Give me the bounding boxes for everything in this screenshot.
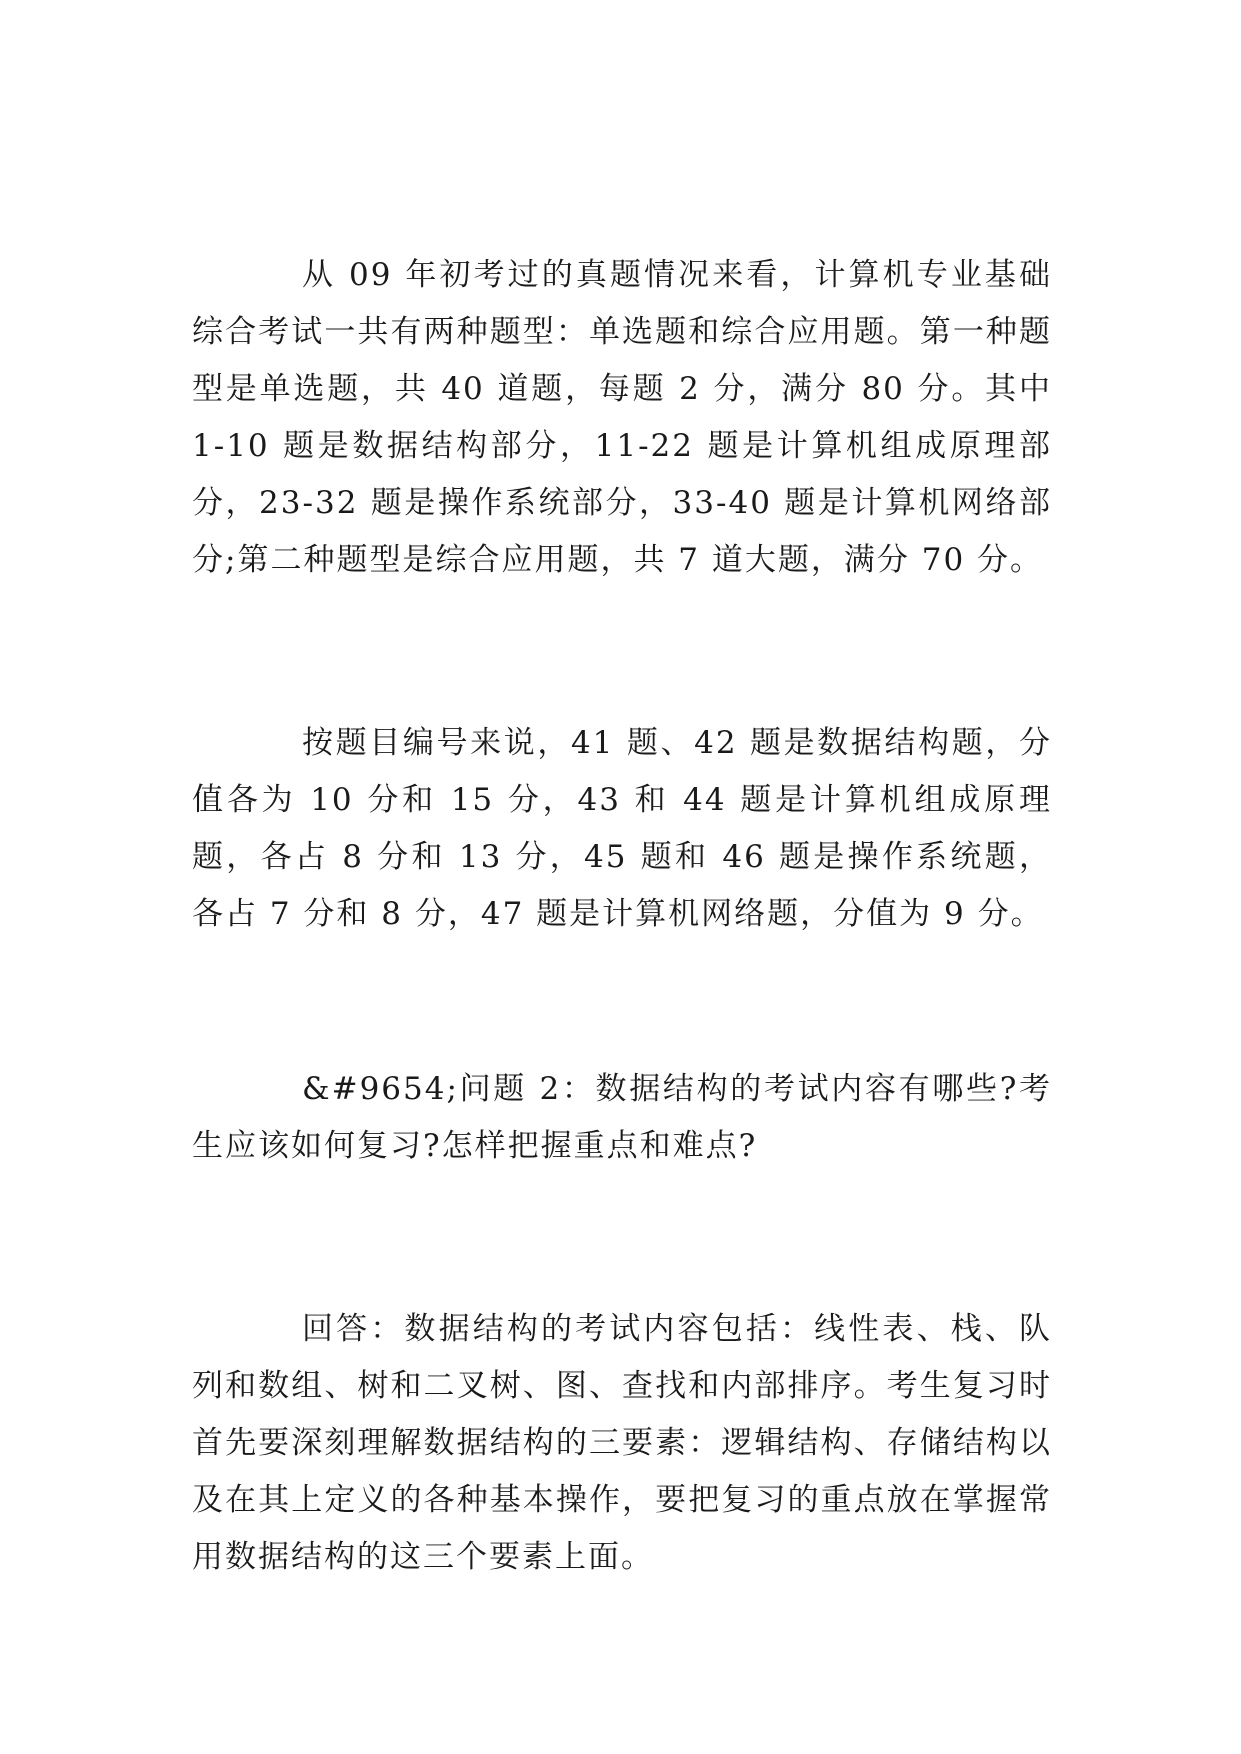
paragraph-question-2: &#9654;问题 2：数据结构的考试内容有哪些?考生应该如何复习?怎样把握重点和难点? bbox=[192, 1071, 1052, 1164]
paragraph-exam-format: 从 09 年初考过的真题情况来看，计算机专业基础综合考试一共有两种题型：单选题和综合应用题。第一种题型是单选题，共 40 道题，每题 2 分，满分 80 分。其中 1-10 题是数据结构部分，11-22 题是计算机组成原理部分，23-32 题是操作系统部分，33-40 题是计算机网络部分;第二种题型是综合应用题，共 7 道大题，满分 70 分。 bbox=[192, 257, 1052, 578]
paragraph-answer: 回答：数据结构的考试内容包括：线性表、栈、队列和数组、树和二叉树、图、查找和内部排序。考生复习时首先要深刻理解数据结构的三要素：逻辑结构、存储结构以及在其上定义的各种基本操作，要把复习的重点放在掌握常用数据结构的这三个要素上面。 bbox=[192, 1311, 1052, 1575]
paragraph-question-numbering: 按题目编号来说，41 题、42 题是数据结构题，分值各为 10 分和 15 分，43 和 44 题是计算机组成原理题，各占 8 分和 13 分，45 题和 46 题是操作系统题，各占 7 分和 8 分，47 题是计算机网络题，分值为 9 分。 bbox=[192, 725, 1052, 932]
